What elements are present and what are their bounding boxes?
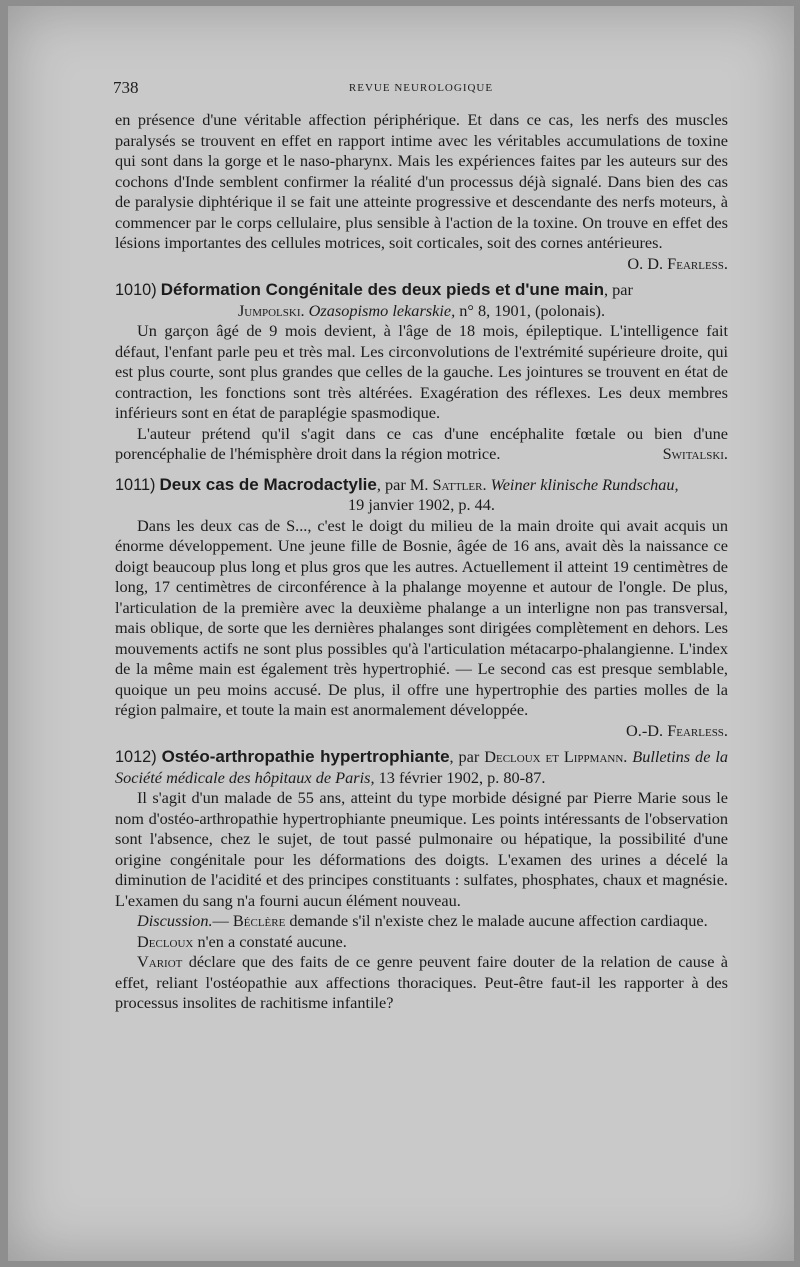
variot-paragraph <box>115 952 728 1014</box>
entry-by: , par <box>449 747 480 766</box>
decloux-paragraph <box>115 932 728 953</box>
entry-by: , par M. <box>376 474 429 494</box>
decloux-speaker: Decloux <box>137 931 194 951</box>
entry-title: Déformation Congénitale des deux pieds et d'une main <box>160 280 605 299</box>
intro-text: en présence d'une véritable affection périphérique. Et dans ce cas, les nerfs des muscles paralysés se trouvent en effet en rapport intime avec les véritables accumulations de toxine qui sont dans la gorge et le naso-pharynx. Mais les expériences faites par les auteurs sur des cochons d'Inde semblent confirmer la réalité d'un processus déjà signalé. Dans bien des cas de paralysie diphtérique il se fait une atteinte progressive et descendante des nerfs moteurs, à commencer par le corps cellulaire, plus sensible à l'action de la toxine. On trouve en effet des lésions importantes des cellules motrices, soit corticales, soit des cornes antérieures. <box>115 110 728 252</box>
intro-signature: O. D. Fearless. <box>627 253 728 273</box>
page-number: 738 <box>113 78 139 97</box>
entry-author: Sattler. <box>432 474 487 494</box>
entry-number: 1011) <box>115 475 156 494</box>
variot-text: déclare que des faits de ce genre peuvent faire douter de la relation de cause à effet, reliant l'ostéopathie aux affections thoraciques. Peut-être faut-il les rapporter à des processus insolites de rachitisme infantile? <box>115 952 728 1012</box>
entry-1010-signature: Switalski. <box>662 444 728 463</box>
discussion-paragraph <box>115 911 728 932</box>
page-header <box>113 78 729 100</box>
entry-1010-heading <box>115 280 728 321</box>
entry-title: Ostéo-arthropathie hypertrophiante <box>161 747 450 766</box>
decloux-text: n'en a constaté aucune. <box>197 931 347 951</box>
entry-title: Deux cas de Macrodactylie <box>159 474 377 494</box>
entry-1010-paragraph-2-text: L'auteur prétend qu'il s'agit dans ce cas d'une encéphalite fœtale ou bien d'une porencéphalie de l'hémisphère droit dans la région motrice. <box>115 423 728 463</box>
discussion-label: Discussion. <box>137 911 213 930</box>
entry-citation <box>115 301 728 322</box>
entry-1011-heading <box>115 475 728 516</box>
entry-author: Jumpolski. <box>237 300 305 320</box>
variot-speaker: Variot <box>137 952 183 971</box>
entry-details: 19 janvier 1902, p. 44. <box>348 495 495 514</box>
discussion-text: demande s'il n'existe chez le malade aucune affection cardiaque. <box>289 911 708 930</box>
entry-by: , par <box>604 280 633 299</box>
entry-1012-heading <box>115 747 728 788</box>
discussion-speaker: — Béclère <box>212 911 286 930</box>
entry-1010-paragraph-1: Un garçon âgé de 9 mois devient, à l'âge de 18 mois, épileptique. L'intelligence fait défaut, l'enfant parle peu et très mal. Les circonvolutions de l'extrémité supérieure droite, qui est plus courte, sont plus grandes que celles de la gauche. Les jointures se trouvent en état de contraction, les fonctions sont très altérées. Exagération des réflexes. Les deux membres inférieurs sont en état de paraplégie spasmodique. <box>115 321 728 422</box>
entry-source: Weiner klinische Rundschau, <box>490 474 679 494</box>
entry-details: 13 février 1902, p. 80-87. <box>378 767 546 787</box>
entry-number: 1012) <box>115 748 157 766</box>
book-page <box>8 6 794 1261</box>
entry-details: n° 8, 1901, (polonais). <box>459 300 606 320</box>
page-content <box>115 110 728 1014</box>
entry-1012-paragraph: Il s'agit d'un malade de 55 ans, atteint du type morbide désigné par Pierre Marie sous le nom d'ostéo-arthropathie hypertrophiante pneumique. Les points intéressants de l'observation sont l'absence, chez le sujet, de tout passé pulmonaire ou hépatique, la possibilité d'une origine congénitale pour les déformations des doigts. L'examen des urines a décelé la diminution de l'acidité et des principes constituants : sulfates, phosphates, chaux et magnésie. L'examen du sang n'a fourni aucun élément nouveau. <box>115 788 728 910</box>
running-title: REVUE NEUROLOGIQUE <box>348 82 494 94</box>
entry-1010-paragraph-2 <box>115 424 728 465</box>
entry-source: Ozasopismo lekarskie, <box>308 300 456 320</box>
entry-1011-paragraph: Dans les deux cas de S..., c'est le doigt du milieu de la main droite qui avait acquis un énorme développement. Une jeune fille de Bosnie, âgée de 16 ans, avait dès la naissance ce doigt beaucoup plus long et plus gros que les autres. Actuellement il atteint 19 centimètres de long, 17 centimètres de circonférence à la phalange moyenne et autour de l'ongle. De plus, l'articulation de la première avec la deuxième phalange a un interligne non pas transversal, mais oblique, de sorte que les dernières phalanges sont dirigées complètement en dehors. Les mouvements actifs ne sont plus possibles qu'à l'articulation métacarpo-phalangienne. L'index de la même main est également très hypertrophié. — Le second cas est presque semblable, quoique un peu moins accusé. De plus, il offre une hypertrophie des parties molles de la région palmaire, et toute la main est anormalement développée. <box>115 515 728 719</box>
intro-paragraph <box>115 110 728 254</box>
entry-authors: Decloux et Lippmann. <box>484 747 628 766</box>
entry-source: Bulletins de la Société médicale des hôpitaux de Paris, <box>115 747 728 787</box>
entry-number: 1010) <box>115 281 157 299</box>
entry-1011-signature: O.-D. Fearless. <box>626 720 728 740</box>
